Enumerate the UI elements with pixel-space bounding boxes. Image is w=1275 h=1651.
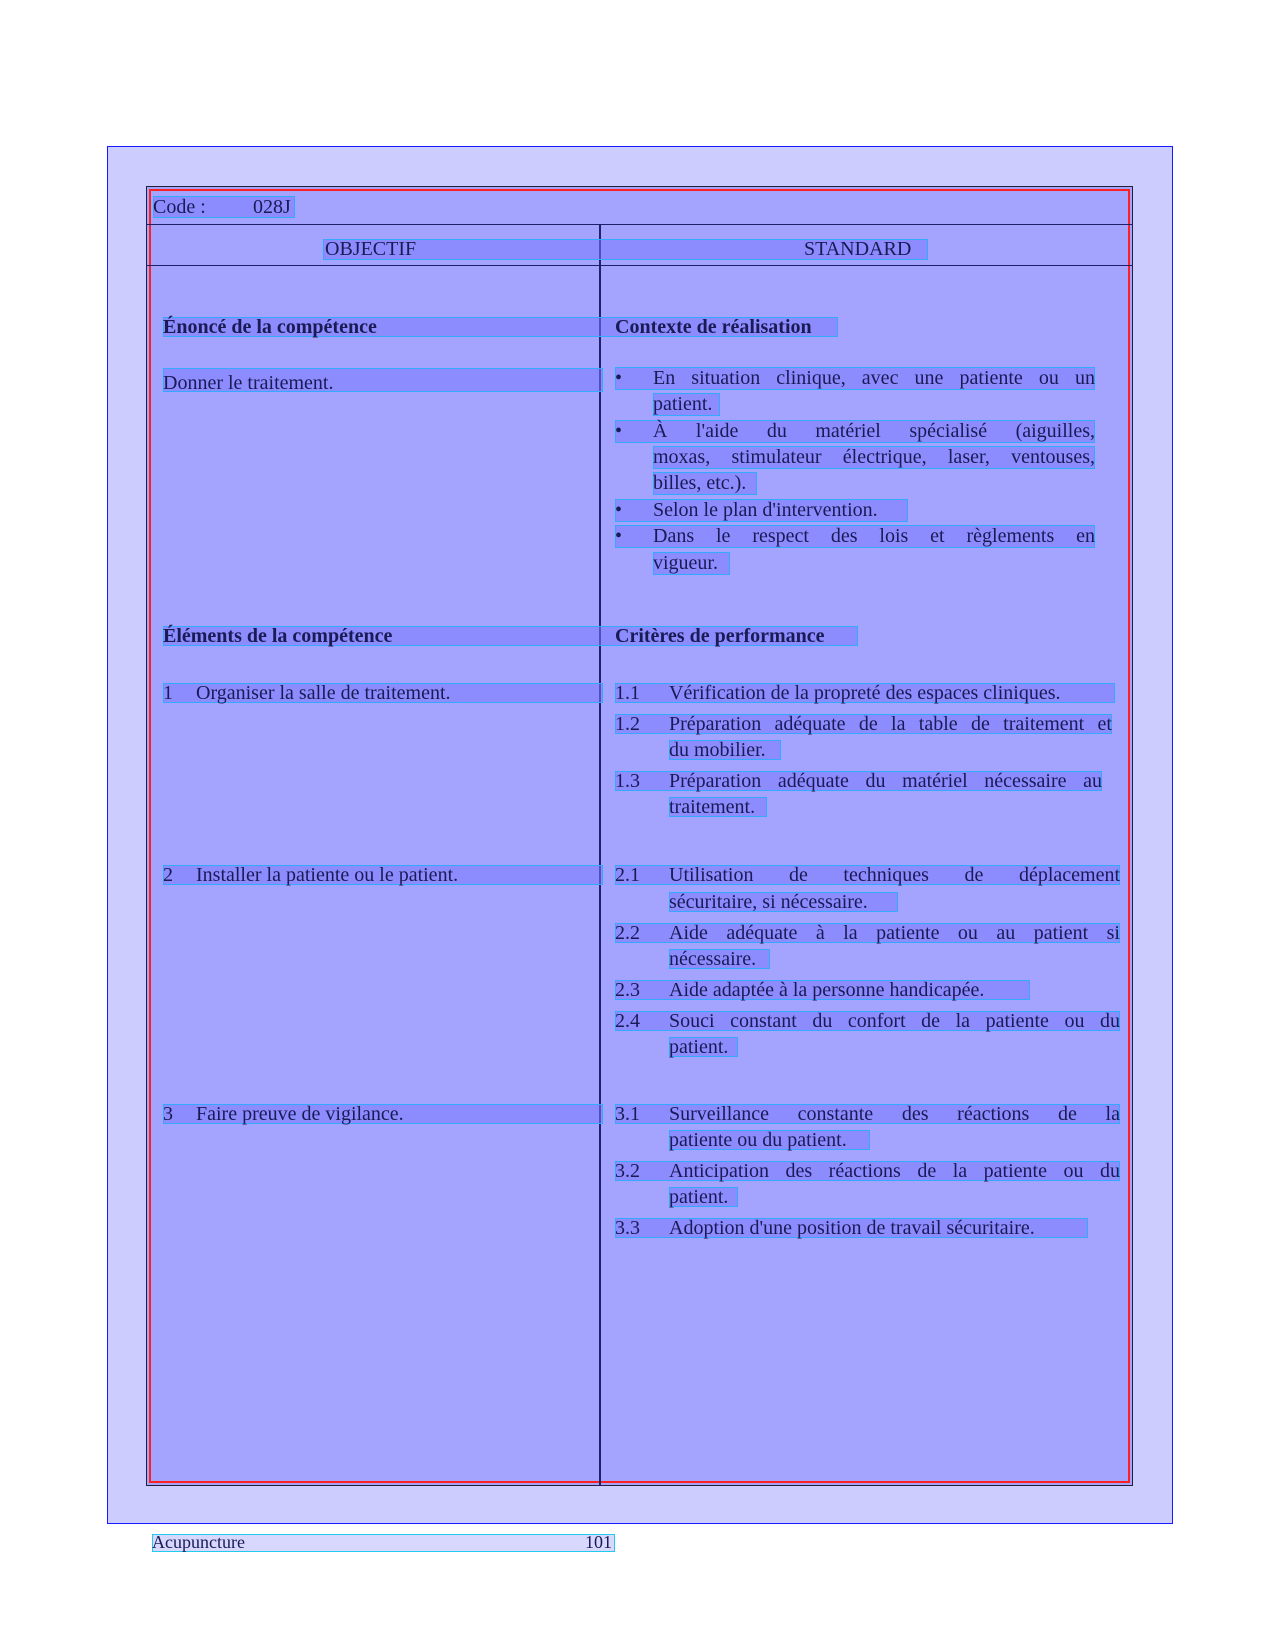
criterion-line: Préparation adéquate du matériel nécessaire au: [669, 770, 1102, 792]
enonce-text: Donner le traitement.: [163, 372, 334, 394]
criterion-line: Aide adéquate à la patiente ou au patient si: [669, 922, 1120, 944]
criterion-line: du mobilier.: [669, 739, 766, 761]
criterion-line: traitement.: [669, 796, 756, 818]
context-line: patient.: [653, 393, 713, 415]
header-divider: [146, 224, 1133, 225]
criterion-number: 1.1: [615, 682, 640, 704]
criterion-line: Vérification de la propreté des espaces cliniques.: [669, 682, 1061, 704]
bullet: •: [615, 525, 623, 547]
criterion-line: Utilisation de techniques de déplacement: [669, 864, 1120, 886]
code-label: Code :: [153, 196, 206, 218]
context-line: Dans le respect des lois et règlements en: [653, 525, 1095, 547]
objectif-header: OBJECTIF: [325, 238, 417, 260]
element-text: Organiser la salle de traitement.: [196, 682, 451, 704]
criterion-line: patiente ou du patient.: [669, 1129, 847, 1151]
context-line: Selon le plan d'intervention.: [653, 499, 878, 521]
criterion-number: 3.2: [615, 1160, 640, 1182]
criterion-line: nécessaire.: [669, 948, 757, 970]
column-divider: [599, 224, 601, 1486]
criterion-number: 1.3: [615, 770, 640, 792]
element-number: 1: [163, 682, 173, 704]
enonce-heading: Énoncé de la compétence: [163, 316, 377, 338]
criterion-line: patient.: [669, 1036, 729, 1058]
element-text: Faire preuve de vigilance.: [196, 1103, 404, 1125]
elements-heading: Éléments de la compétence: [163, 625, 393, 647]
criterion-line: Surveillance constante des réactions de la: [669, 1103, 1120, 1125]
context-line: vigueur.: [653, 552, 718, 574]
criterion-number: 3.1: [615, 1103, 640, 1125]
footer-title: Acupuncture: [152, 1532, 245, 1552]
bullet: •: [615, 367, 623, 389]
column-header-divider: [146, 265, 1133, 266]
element-text: Installer la patiente ou le patient.: [196, 864, 459, 886]
criterion-line: patient.: [669, 1186, 729, 1208]
contexte-heading: Contexte de réalisation: [615, 316, 812, 338]
criteres-heading: Critères de performance: [615, 625, 825, 647]
standard-header: STANDARD: [804, 238, 912, 260]
criterion-number: 2.1: [615, 864, 640, 886]
bullet: •: [615, 499, 623, 521]
element-number: 3: [163, 1103, 173, 1125]
page-number: 101: [585, 1532, 612, 1552]
criterion-line: Préparation adéquate de la table de traitement et: [669, 713, 1112, 735]
criterion-number: 2.3: [615, 979, 640, 1001]
criterion-number: 3.3: [615, 1217, 640, 1239]
criterion-number: 2.4: [615, 1010, 640, 1032]
criterion-line: Aide adaptée à la personne handicapée.: [669, 979, 985, 1001]
criterion-number: 1.2: [615, 713, 640, 735]
criterion-line: Adoption d'une position de travail sécuritaire.: [669, 1217, 1035, 1239]
context-line: En situation clinique, avec une patiente ou un: [653, 367, 1095, 389]
criterion-line: Souci constant du confort de la patiente ou du: [669, 1010, 1120, 1032]
criterion-line: sécuritaire, si nécessaire.: [669, 891, 868, 913]
context-line: billes, etc.).: [653, 472, 747, 494]
element-number: 2: [163, 864, 173, 886]
criterion-number: 2.2: [615, 922, 640, 944]
code-value: 028J: [253, 196, 291, 218]
context-line: moxas, stimulateur électrique, laser, ventouses,: [653, 446, 1095, 468]
context-line: À l'aide du matériel spécialisé (aiguilles,: [653, 420, 1095, 442]
criterion-line: Anticipation des réactions de la patiente ou du: [669, 1160, 1120, 1182]
bullet: •: [615, 420, 623, 442]
